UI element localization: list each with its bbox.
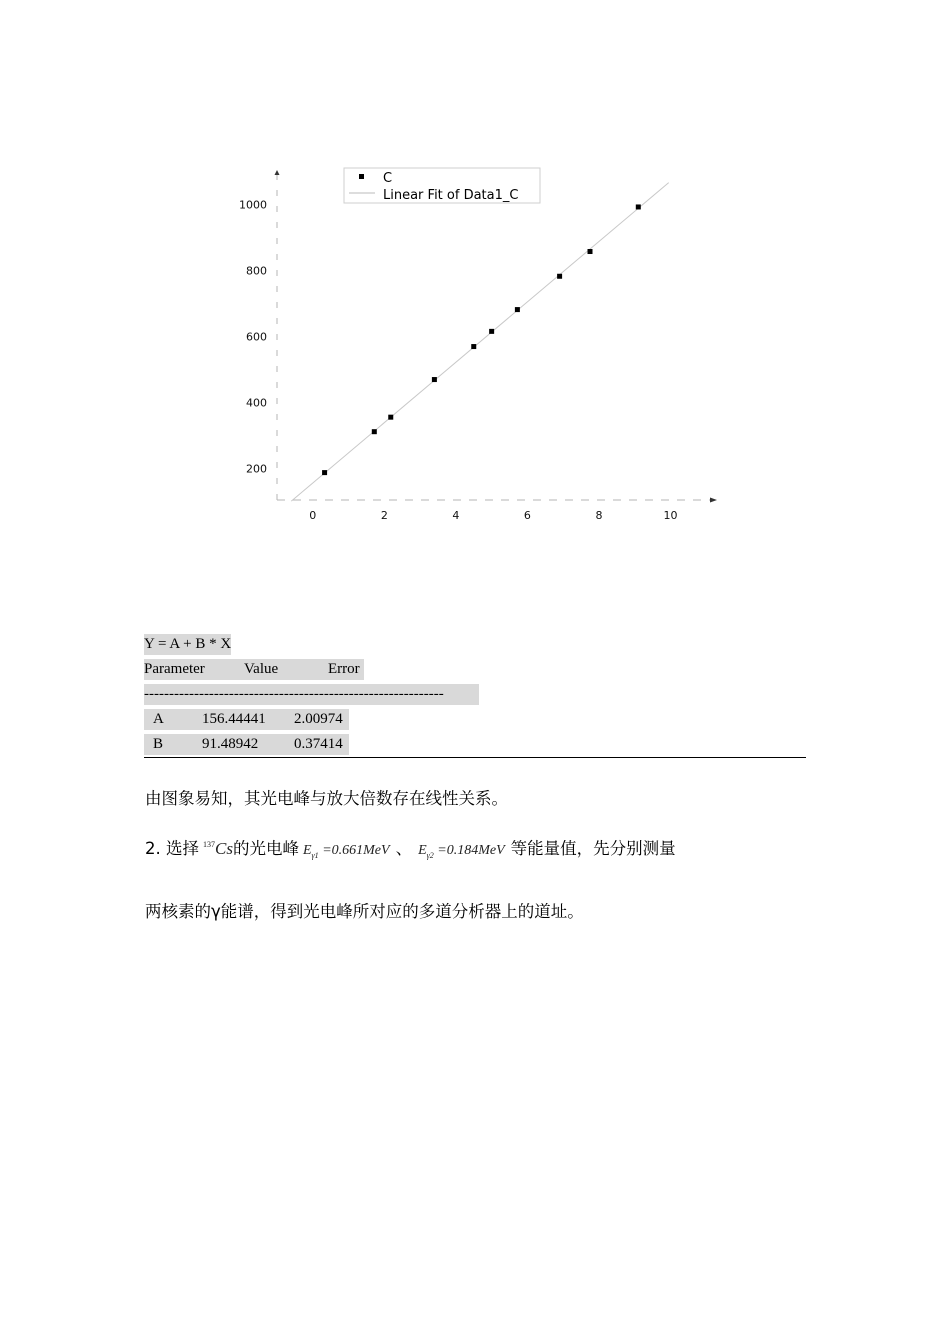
header-error: Error xyxy=(328,661,360,677)
table-separator: ------------------------------------------------------------ xyxy=(144,684,479,705)
energy-2-symbol: E xyxy=(418,843,427,858)
fit-line xyxy=(291,183,668,502)
row-param: B xyxy=(153,736,164,752)
step-paragraph-line1 xyxy=(145,835,676,859)
step-mid: 的光电峰 xyxy=(232,839,299,858)
y-tick-label: 200 xyxy=(246,462,267,476)
fit-line-layer xyxy=(291,183,668,502)
x-tick-labels xyxy=(309,509,677,522)
step-prefix: 2. 选择 xyxy=(145,839,199,858)
chart-legend xyxy=(344,168,540,203)
conclusion-paragraph: 由图象易知，其光电峰与放大倍数存在线性关系。 xyxy=(145,789,508,808)
y-tick-label: 400 xyxy=(246,396,267,410)
energy-1-symbol: E xyxy=(302,843,312,858)
data-point xyxy=(557,274,562,279)
separator-mark: 、 xyxy=(395,839,413,858)
data-point xyxy=(322,470,327,475)
step-suffix: 等能量值，先分别测量 xyxy=(510,839,676,858)
x-tick-label: 10 xyxy=(663,509,678,522)
isotope xyxy=(203,839,233,858)
isotope-symbol: Cs xyxy=(215,839,233,858)
x-tick-label: 4 xyxy=(452,509,460,522)
data-point xyxy=(489,329,494,334)
equation-row xyxy=(144,634,479,659)
data-point xyxy=(432,377,437,382)
fit-equation: Y = A + B * X xyxy=(144,634,231,655)
isotope-mass: 137 xyxy=(203,840,215,849)
row-value: 156.44441 xyxy=(202,711,266,727)
data-point xyxy=(372,429,377,434)
energy-1 xyxy=(303,843,390,858)
separator-row xyxy=(144,684,479,709)
y-axis-arrow xyxy=(275,170,280,175)
energy-2-value: =0.184MeV xyxy=(437,843,505,858)
horizontal-rule xyxy=(144,757,806,758)
y-tick-label: 1000 xyxy=(239,198,267,212)
legend-label-fit: Linear Fit of Data1_C xyxy=(383,188,519,203)
table-header-row xyxy=(144,659,479,684)
y-tick-label: 800 xyxy=(246,264,267,278)
data-point xyxy=(388,415,393,420)
row-param: A xyxy=(153,711,164,727)
x-tick-label: 0 xyxy=(309,509,317,522)
step-paragraph-line2: 两核素的γ能谱，得到光电峰所对应的多道分析器上的道址。 xyxy=(145,902,584,921)
y-tick-label: 600 xyxy=(246,330,267,344)
table-row xyxy=(144,734,479,759)
row-value: 91.48942 xyxy=(202,736,259,752)
scatter-chart xyxy=(0,0,950,560)
data-point xyxy=(515,307,520,312)
energy-1-subscript: γ1 xyxy=(311,851,319,860)
legend-label-points: C xyxy=(383,171,393,186)
data-point xyxy=(471,344,476,349)
table-row xyxy=(144,709,479,734)
energy-2 xyxy=(418,843,505,858)
data-point xyxy=(636,204,641,209)
energy-2-subscript: γ2 xyxy=(426,851,434,860)
x-tick-label: 2 xyxy=(380,509,388,522)
y-tick-labels xyxy=(239,199,267,476)
chart-axes xyxy=(275,170,718,503)
energy-1-value: =0.661MeV xyxy=(322,843,390,858)
x-axis-arrow xyxy=(710,498,717,503)
fit-results-table xyxy=(144,634,479,759)
x-tick-label: 8 xyxy=(595,509,603,522)
header-value: Value xyxy=(244,661,279,677)
legend-marker-points xyxy=(359,174,364,179)
data-point xyxy=(588,249,593,254)
row-error: 0.37414 xyxy=(294,736,343,752)
x-tick-label: 6 xyxy=(523,509,531,522)
header-parameter: Parameter xyxy=(144,661,205,677)
row-error: 2.00974 xyxy=(294,711,343,727)
